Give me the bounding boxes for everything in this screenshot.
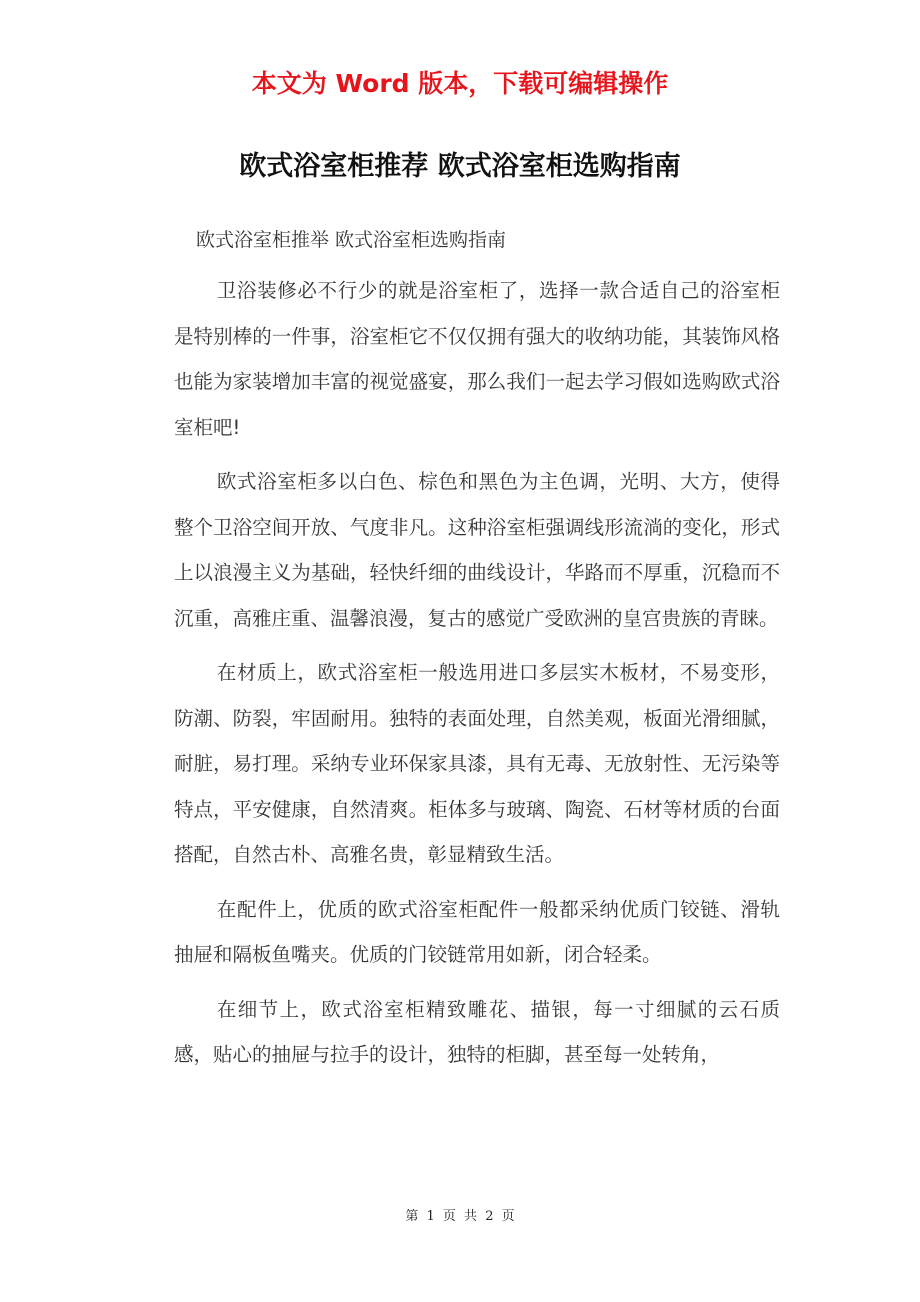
paragraph: 卫浴装修必不行少的就是浴室柜了，选择一款合适自己的浴室柜是特别棒的一件事，浴室柜它不仅仅拥有强大的收纳功能，其装饰风格也能为家装增加丰富的视觉盛宴，那么我们一起去学习假如选购欧式浴室柜吧! [174,279,780,439]
document-title: 欧式浴室柜推荐 欧式浴室柜选购指南 [239,151,681,182]
document-body [174,268,780,1087]
paragraph: 在配件上，优质的欧式浴室柜配件一般都采纳优质门铰链、滑轨抽屉和隔板鱼嘴夹。优质的门铰链常用如新，闭合轻柔。 [174,897,780,966]
paragraph: 在细节上，欧式浴室柜精致雕花、描银，每一寸细腻的云石质感，贴心的抽屉与拉手的设计，独特的柜脚，甚至每一处转角， [174,997,780,1066]
document-subtitle: 欧式浴室柜推举 欧式浴室柜选购指南 [196,229,507,251]
paragraph: 欧式浴室柜多以白色、棕色和黑色为主色调，光明、大方，使得整个卫浴空间开放、气度非凡。这种浴室柜强调线形流淌的变化，形式上以浪漫主义为基础，轻快纤细的曲线设计，华路而不厚重，沉稳而不沉重，高雅庄重、温馨浪漫，复古的感觉广受欧洲的皇宫贵族的青睐。 [174,470,780,630]
paragraph: 在材质上，欧式浴室柜一般选用进口多层实木板材，不易变形，防潮、防裂，牢固耐用。独特的表面处理，自然美观，板面光滑细腻，耐脏，易打理。采纳专业环保家具漆，具有无毒、无放射性、无污染等特点，平安健康，自然清爽。柜体多与玻璃、陶瓷、石材等材质的台面搭配，自然古朴、高雅名贵，彰显精致生活。 [174,661,780,866]
word-version-banner: 本文为 Word 版本，下载可编辑操作 [251,69,669,98]
page-number-footer: 第 1 页 共 2 页 [405,1209,515,1224]
